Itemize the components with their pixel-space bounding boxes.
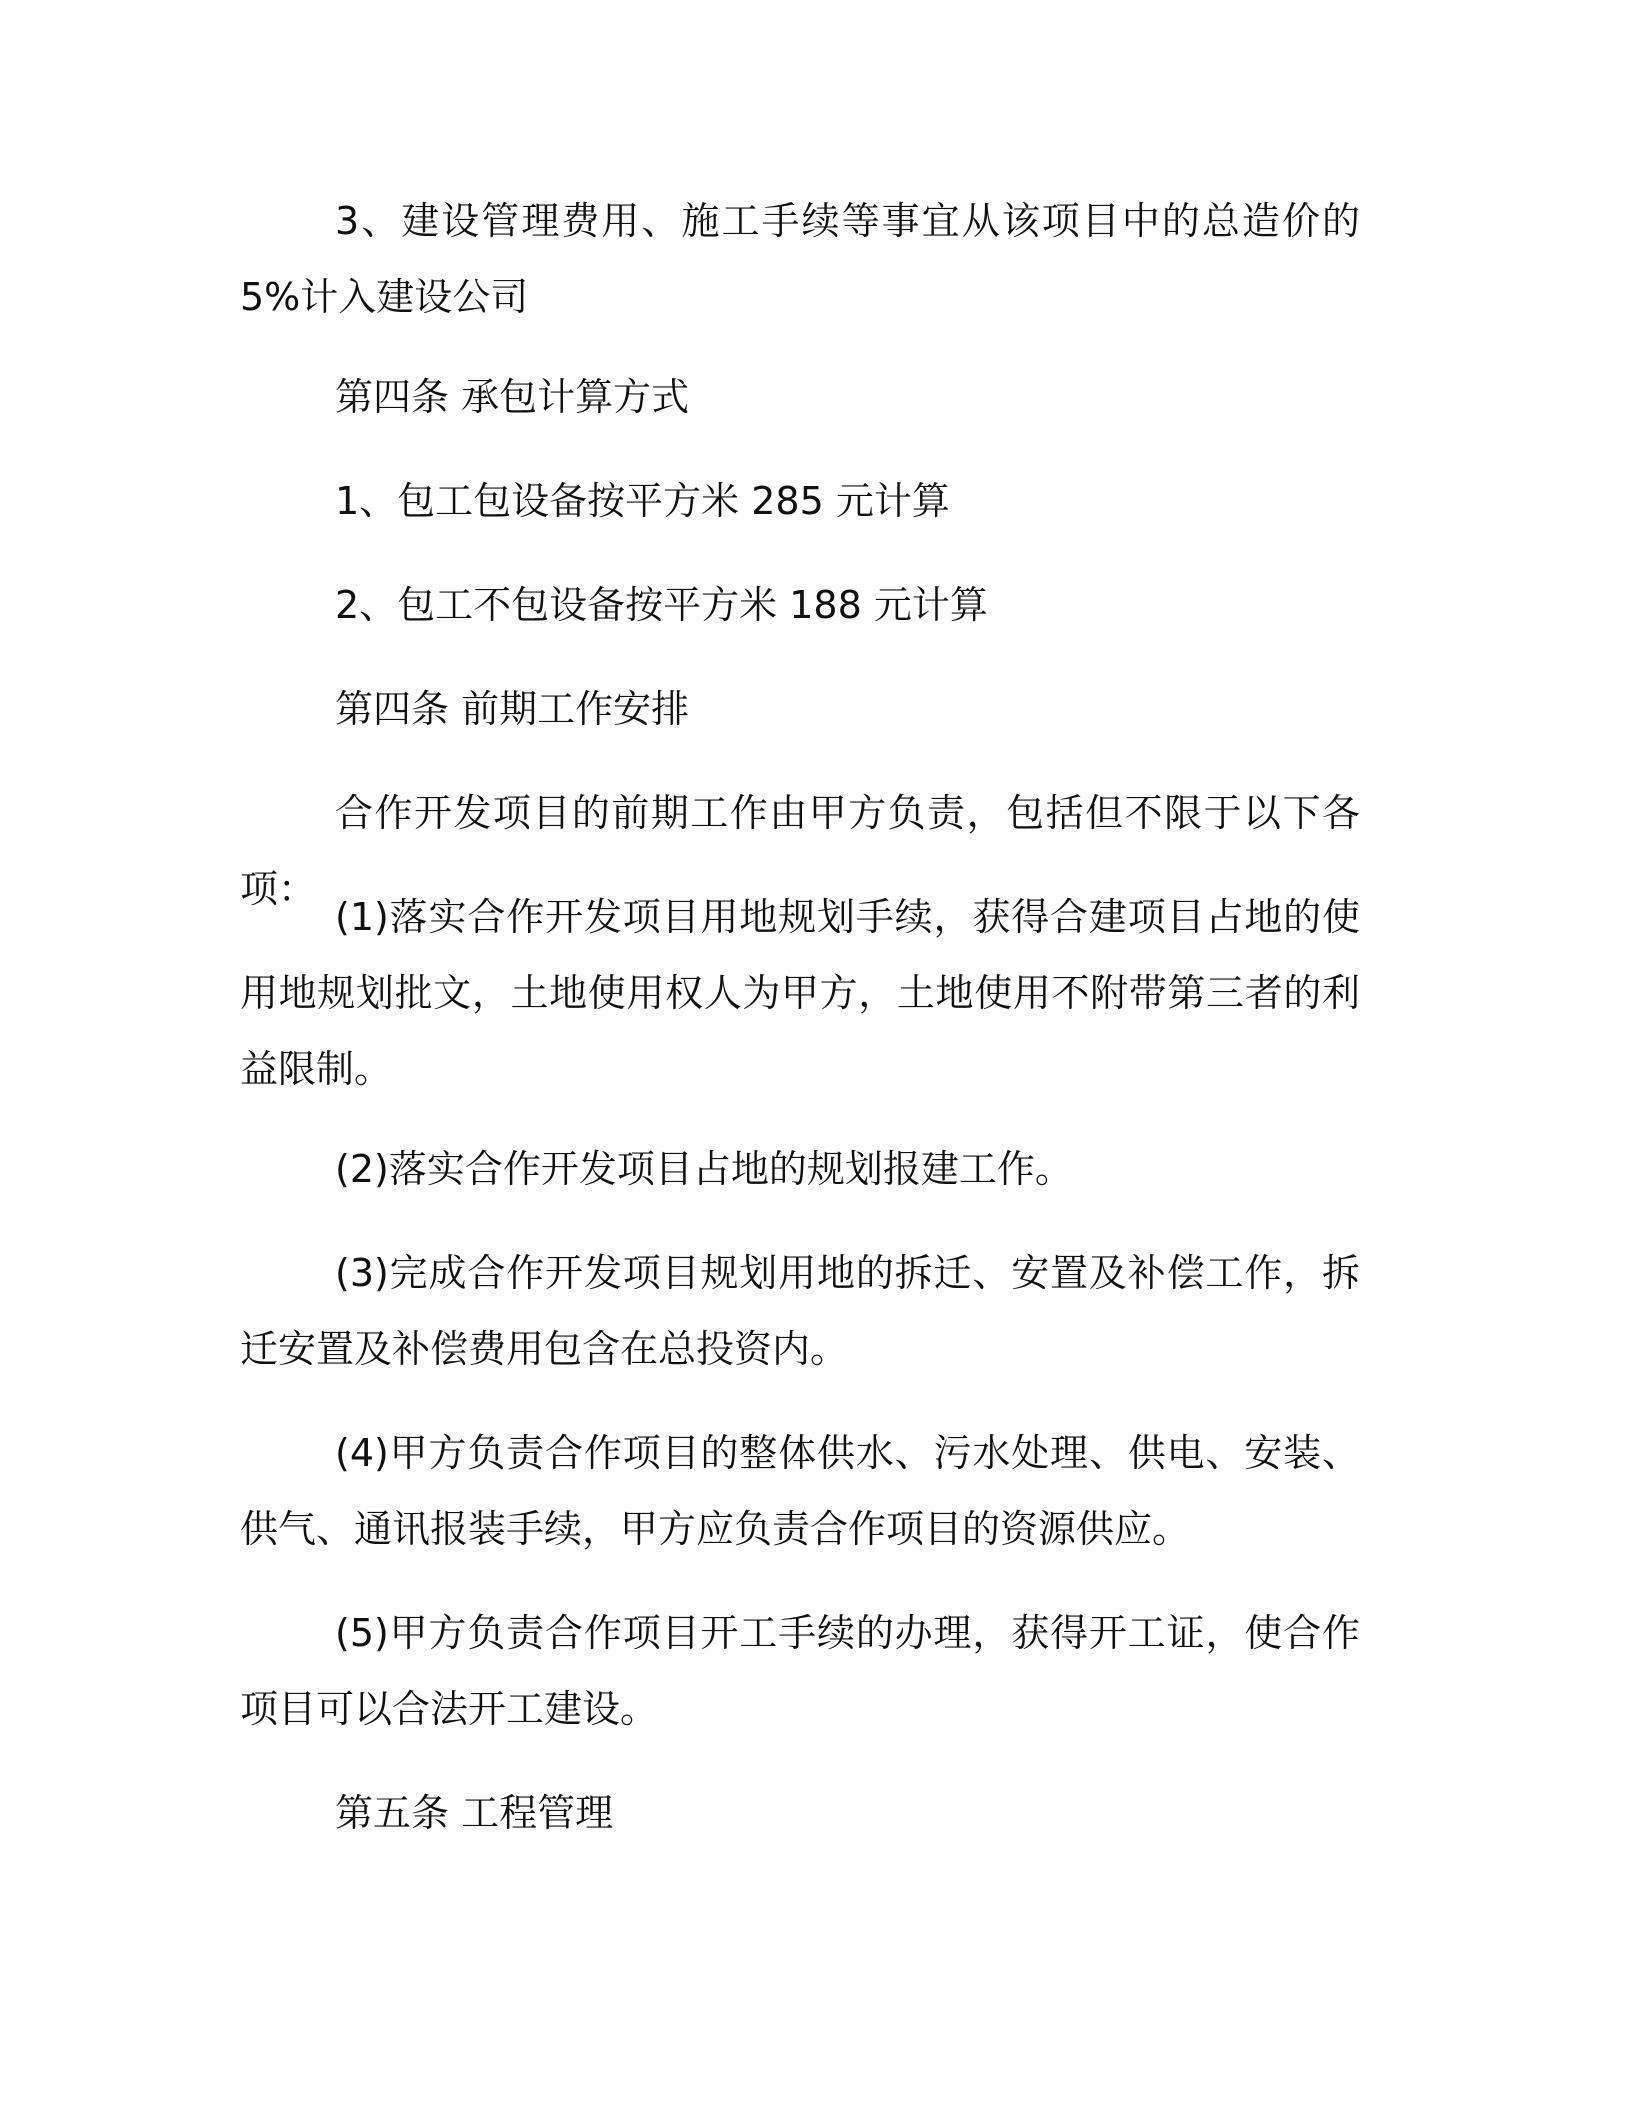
paragraph-labor-without-equipment: 2、包工不包设备按平方米 188 元计算 (335, 583, 988, 627)
paragraph-preliminary-intro: 合作开发项目的前期工作由甲方负责，包括但不限于以下各项： (240, 791, 1360, 911)
list-item-3: (3)完成合作开发项目规划用地的拆迁、安置及补偿工作，拆迁安置及补偿费用包含在总投资内。 (240, 1251, 1360, 1371)
list-item-4: (4)甲方负责合作项目的整体供水、污水处理、供电、安装、供气、通讯报装手续，甲方应负责合作项目的资源供应。 (240, 1431, 1360, 1551)
heading-article-4-contract-calc: 第四条 承包计算方式 (335, 375, 690, 419)
list-item-2: (2)落实合作开发项目占地的规划报建工作。 (335, 1147, 1073, 1191)
heading-article-5-engineering-management: 第五条 工程管理 (335, 1791, 614, 1835)
paragraph-labor-with-equipment: 1、包工包设备按平方米 285 元计算 (335, 479, 950, 523)
paragraph-management-fee: 3、建设管理费用、施工手续等事宜从该项目中的总造价的 5%计入建设公司 (240, 199, 1360, 319)
list-item-1: (1)落实合作开发项目用地规划手续，获得合建项目占地的使用地规划批文，土地使用权人为甲方，土地使用不附带第三者的利益限制。 (240, 895, 1360, 1091)
list-item-5: (5)甲方负责合作项目开工手续的办理，获得开工证，使合作项目可以合法开工建设。 (240, 1611, 1360, 1731)
heading-article-4-preliminary-work: 第四条 前期工作安排 (335, 687, 690, 731)
